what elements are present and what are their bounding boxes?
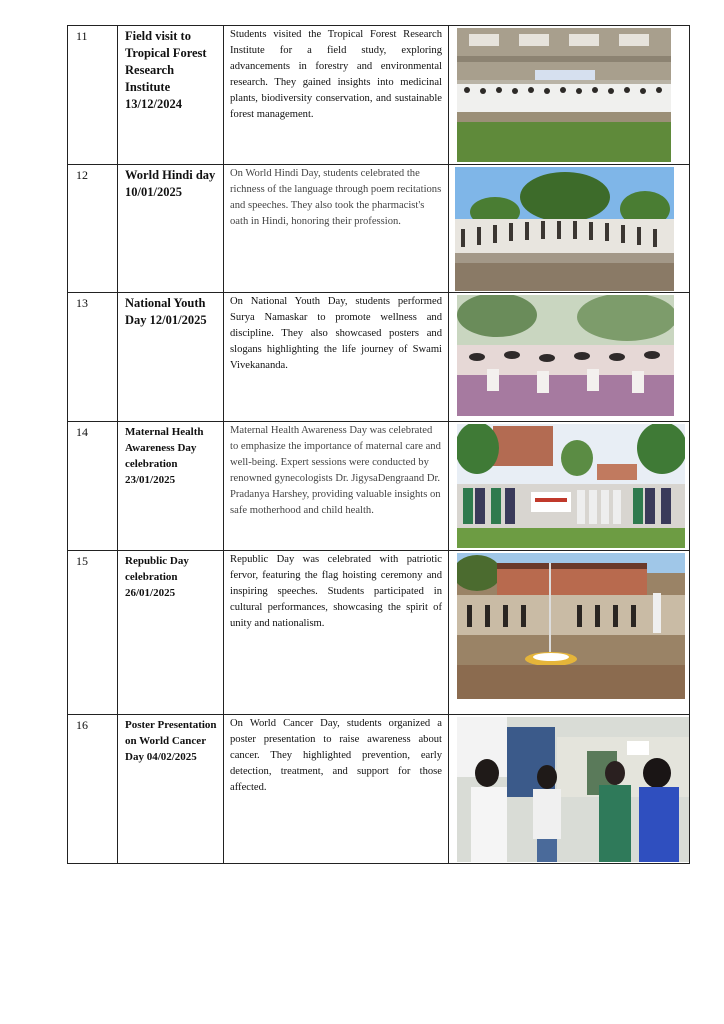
- event-description: Students visited the Tropical Forest Research Institute for a field study, exploring advancements in forestry and environmental research. They gained insights into medicinal plants, biodiversity conservation, and sustainable forest management.: [230, 29, 442, 120]
- event-description: On National Youth Day, students performed Surya Namaskar to promote wellness and discipline. They also showcased posters and slogans highlighting the life journey of Swami Vivekananda.: [230, 296, 442, 371]
- event-description: Maternal Health Awareness Day was celebrated to emphasize the importance of maternal care and well-being. Expert sessions were conducted by renowned gynecologists Dr. JigysaDengraand Dr. Pradanya Harshey, providing valuable insights on safe motherhood and child health.: [230, 425, 441, 516]
- table-row: [68, 715, 690, 864]
- row-number: 16: [76, 718, 88, 732]
- event-description: On World Hindi Day, students celebrated the richness of the language through poem recitations and speeches. They also took the pharmacist's oath in Hindi, honoring their profession.: [230, 168, 442, 227]
- event-title: Republic Day celebration 26/01/2025: [125, 555, 189, 599]
- row-number: 12: [76, 168, 88, 182]
- row-number: 11: [76, 29, 88, 43]
- event-title: Field visit to Tropical Forest Research Institute 13/12/2024: [125, 29, 207, 111]
- event-description: On World Cancer Day, students organized a poster presentation to raise awareness about cancer. They highlighted prevention, early detection, treatment, and support for those affected.: [230, 718, 442, 793]
- event-title: Poster Presentation on World Cancer Day 04/02/2025: [125, 719, 217, 763]
- row-number: 14: [76, 425, 88, 439]
- events-table: [67, 25, 690, 864]
- event-description: Republic Day was celebrated with patriotic fervor, featuring the flag hoisting ceremony and inspiring speeches. Students participated in cultural performances, showcasing the spirit of unity and nationalism.: [230, 554, 442, 629]
- event-title: National Youth Day 12/01/2025: [125, 296, 207, 327]
- event-title: Maternal Health Awareness Day celebration 23/01/2025: [125, 426, 204, 486]
- surya-namaskar-photo: [457, 295, 674, 416]
- table-row: [68, 165, 690, 293]
- table-row: [68, 422, 690, 551]
- table-row: [68, 26, 690, 165]
- table-row: [68, 551, 690, 715]
- row-number: 15: [76, 554, 88, 568]
- row-number: 13: [76, 296, 88, 310]
- field-visit-group-photo: [457, 28, 671, 162]
- maternal-health-group-photo: [457, 424, 685, 548]
- republic-day-flag-hoisting-photo: [457, 553, 685, 699]
- table-row: [68, 293, 690, 422]
- hindi-day-amphitheatre-photo: [455, 167, 674, 291]
- event-title: World Hindi day 10/01/2025: [125, 168, 216, 199]
- world-cancer-day-poster-photo: [457, 717, 689, 862]
